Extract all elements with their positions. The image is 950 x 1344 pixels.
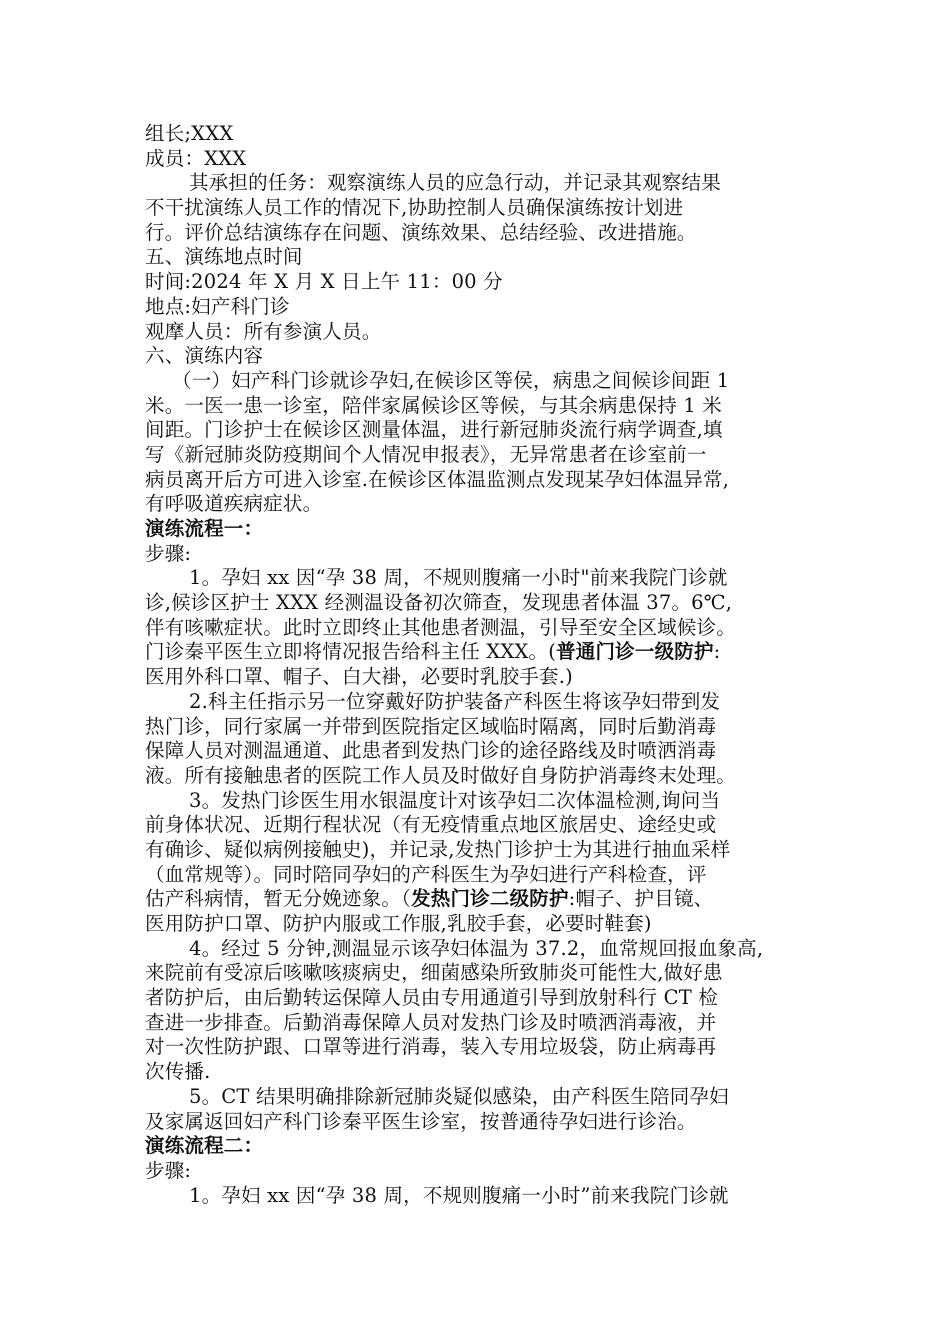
text-fragment: :帽子、护目镜、	[568, 887, 714, 911]
text-line: 有呼吸道疾病症状。	[145, 492, 323, 516]
text-line: 4。经过 5 分钟,测温显示该孕妇体温为 37.2，血常规回报血象高,	[189, 936, 764, 960]
text-line: 地点:妇产科门诊	[145, 294, 290, 318]
text-line: 及家属返回妇产科门诊秦平医生诊室，按普通待孕妇进行诊治。	[145, 1109, 697, 1133]
text-line: 步骤:	[145, 541, 192, 565]
text-line: 3。发热门诊医生用水银温度计对该孕妇二次体温检测,询问当	[189, 788, 721, 812]
text-line: 观摩人员：所有参演人员。	[145, 319, 382, 343]
text-line: 诊,候诊区护士 XXX 经测温设备初次筛查，发现患者体温 37。6℃,	[145, 591, 733, 615]
text-line: 医用防护口罩、防护内服或工作服,乳胶手套，必要时鞋套)	[145, 912, 652, 935]
bold-phrase: 普通门诊一级防护	[556, 640, 714, 664]
text-line: 不干扰演练人员工作的情况下,协助控制人员确保演练按计划进	[145, 196, 684, 220]
text-line: 次传播.	[145, 1060, 211, 1084]
text-line: 液。所有接触患者的医院工作人员及时做好自身防护消毒终末处理。	[145, 763, 737, 787]
text-line: 有确诊、疑似病例接触史)，并记录,发热门诊护士为其进行抽血采样	[145, 837, 731, 861]
text-line	[145, 887, 815, 912]
text-line: 步骤:	[145, 1158, 192, 1182]
text-line: 热门诊，同行家属一并带到医院指定区域临时隔离，同时后勤消毒	[145, 714, 717, 738]
text-line: 来院前有受凉后咳嗽咳痰病史，细菌感染所致肺炎可能性大,做好患	[145, 961, 723, 985]
text-line: 时间:2024 年 X 月 X 日上午 11：00 分	[145, 270, 503, 294]
bold-phrase: 发热门诊二级防护	[411, 887, 569, 911]
text-line: （血常规等）。同时陪同孕妇的产科医生为孕妇进行产科检查，评	[145, 862, 707, 886]
text-fragment: :	[713, 640, 721, 664]
text-line: 查进一步排查。后勤消毒保障人员对发热门诊及时喷洒消毒液，并	[145, 1010, 717, 1034]
text-line: 六、演练内容	[145, 344, 264, 368]
text-line: 伴有咳嗽症状。此时立即终止其他患者测温，引导至安全区域候诊。	[145, 615, 737, 639]
document-body	[145, 122, 815, 1208]
text-line: 者防护后，由后勤转运保障人员由专用通道引导到放射科行 CT 检	[145, 986, 719, 1010]
text-line: 成员：XXX	[145, 146, 247, 170]
text-line: 写《新冠肺炎防疫期间个人情况申报表》，无异常患者在诊室前一	[145, 442, 707, 466]
text-line	[145, 640, 815, 665]
text-fragment: 估产科病情，暂无分娩迹象。（	[145, 887, 412, 911]
text-line: 1。孕妇 xx 因“孕 38 周，不规则腹痛一小时”前来我院门诊就	[189, 1183, 729, 1207]
section-heading: 演练流程二：	[145, 1134, 264, 1158]
text-line: 间距。门诊护士在候诊区测量体温，进行新冠肺炎流行病学调查,填	[145, 418, 723, 442]
text-line: （一）妇产科门诊就诊孕妇,在候诊区等侯，病患之间候诊间距 1	[172, 368, 730, 392]
text-line: 医用外科口罩、帽子、白大褂，必要时乳胶手套.)	[145, 665, 573, 689]
text-line: 对一次性防护跟、口罩等进行消毒，装入专用垃圾袋，防止病毒再	[145, 1035, 717, 1059]
text-line: 保障人员对测温通道、此患者到发热门诊的途径路线及时喷洒消毒	[145, 739, 717, 763]
text-line: 米。一医一患一诊室，陪伴家属候诊区等候，与其余病患保持 1 米	[145, 393, 723, 417]
text-line: 前身体状况、近期行程状况（有无疫情重点地区旅居史、途经史或	[145, 813, 717, 837]
text-line: 2.科主任指示另一位穿戴好防护装备产科医生将该孕妇带到发	[189, 689, 721, 713]
section-heading: 演练流程一：	[145, 517, 264, 540]
text-fragment: 门诊秦平医生立即将情况报告给科主任 XXX。(	[145, 640, 557, 664]
text-line: 五、演练地点时间	[145, 245, 303, 269]
text-line: 5。CT 结果明确排除新冠肺炎疑似感染，由产科医生陪同孕妇	[189, 1084, 729, 1108]
text-line: 病员离开后方可进入诊室.在候诊区体温监测点发现某孕妇体温异常,	[145, 467, 730, 491]
text-line: 组长;XXX	[145, 122, 234, 145]
text-line: 其承担的任务：观察演练人员的应急行动，并记录其观察结果	[189, 171, 721, 195]
text-line: 行。评价总结演练存在问题、演练效果、总结经验、改进措施。	[145, 220, 697, 244]
text-line: 1。孕妇 xx 因“孕 38 周，不规则腹痛一小时"前来我院门诊就	[189, 566, 728, 590]
